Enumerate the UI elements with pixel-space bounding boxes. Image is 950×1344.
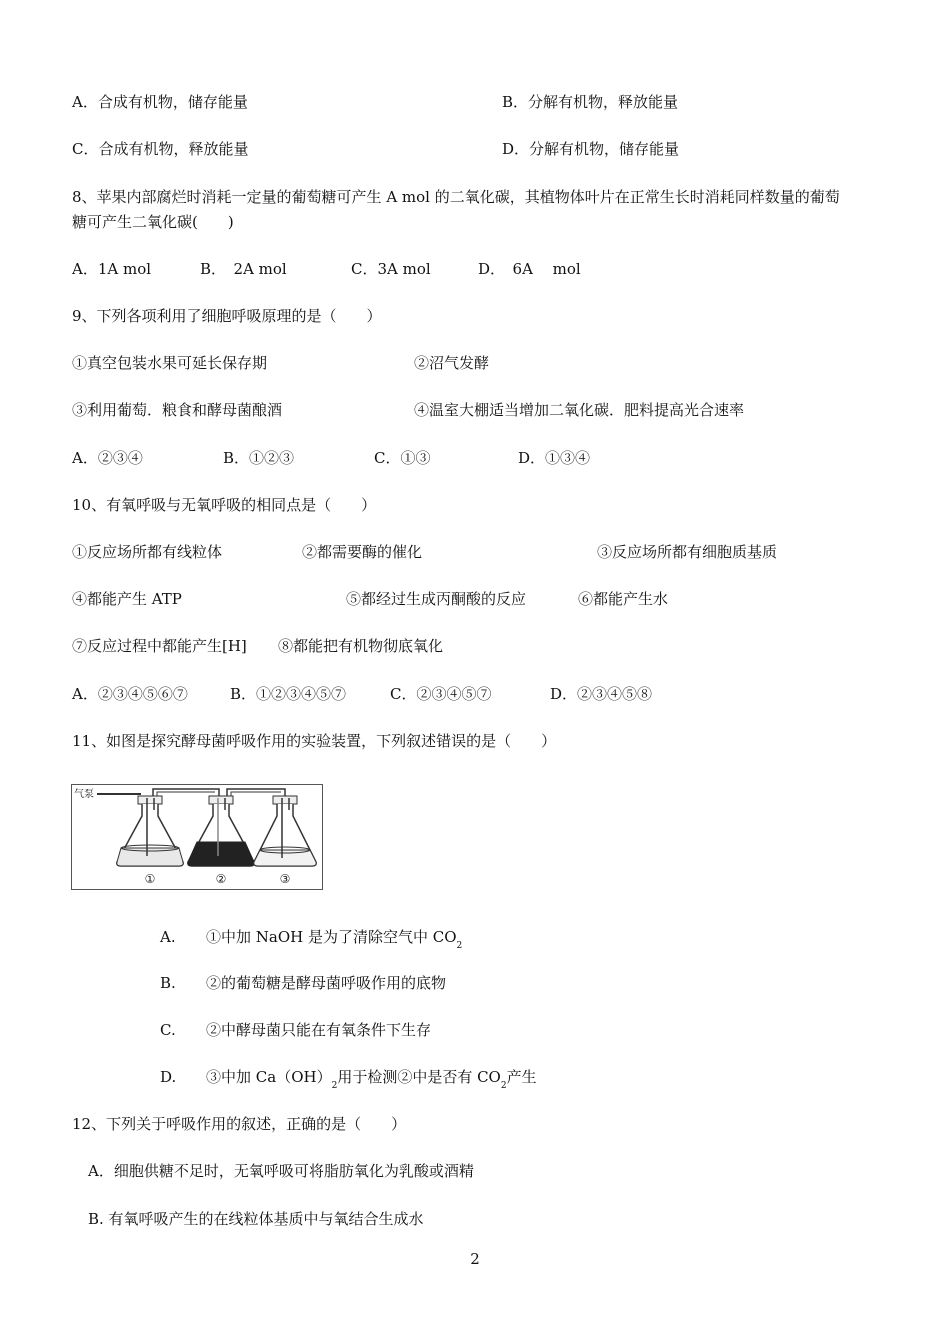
flask-3-label: ③ [279, 872, 291, 886]
q10-item-6: ⑥都能产生水 [578, 590, 669, 608]
q8-option-b: B． 2A mol [200, 260, 287, 278]
q11-option-d-letter: D. [160, 1068, 177, 1086]
q10-item-3: ③反应场所都有细胞质基质 [597, 543, 778, 561]
q10-option-d: D．②③④⑤⑧ [550, 685, 653, 703]
q9-option-b: B．①②③ [223, 449, 295, 467]
q10-item-4: ④都能产生 ATP [72, 590, 182, 608]
q8-stem-line2: 糖可产生二氧化碳( ) [72, 213, 234, 231]
q10-option-c: C．②③④⑤⑦ [390, 685, 492, 703]
q11-option-a-letter: A. [160, 928, 176, 946]
q9-stem: 9、下列各项利用了细胞呼吸原理的是（ ） [72, 307, 382, 325]
q10-stem: 10、有氧呼吸与无氧呼吸的相同点是（ ） [72, 496, 377, 514]
flask-1-label: ① [144, 872, 156, 886]
q11-option-b-letter: B. [160, 974, 176, 992]
yeast-respiration-apparatus-figure [71, 784, 323, 890]
q11-option-c-text: ②中酵母菌只能在有氧条件下生存 [206, 1021, 432, 1039]
q8-option-c: C．3A mol [351, 260, 431, 278]
q11-option-a-text: ①中加 NaOH 是为了清除空气中 $CO_2$ [206, 928, 463, 951]
q11-option-c-letter: C. [160, 1021, 176, 1039]
q7-option-c: C．合成有机物，释放能量 [72, 140, 249, 158]
q9-item-4: ④温室大棚适当增加二氧化碳．肥料提高光合速率 [414, 401, 745, 419]
q12-option-b: B. 有氧呼吸产生的在线粒体基质中与氧结合生成水 [88, 1210, 424, 1228]
q10-option-b: B．①②③④⑤⑦ [230, 685, 347, 703]
q11-stem: 11、如图是探究酵母菌呼吸作用的实验装置，下列叙述错误的是（ ） [72, 732, 557, 750]
page-number: 2 [470, 1250, 480, 1268]
q12-stem: 12、下列关于呼吸作用的叙述，正确的是（ ） [72, 1115, 407, 1133]
q10-item-5: ⑤都经过生成丙酮酸的反应 [346, 590, 527, 608]
q10-item-1: ①反应场所都有线粒体 [72, 543, 223, 561]
q11-option-d-text: ③中加 $Ca(OH)_2$用于检测②中是否有 $CO_2$产生 [206, 1068, 537, 1091]
q10-item-2: ②都需要酶的催化 [302, 543, 423, 561]
q9-item-3: ③利用葡萄．粮食和酵母菌酿酒 [72, 401, 283, 419]
q8-option-a: A．1A mol [72, 260, 152, 278]
q7-option-d: D．分解有机物，储存能量 [502, 140, 680, 158]
q8-option-d: D． 6A mol [478, 260, 581, 278]
q9-option-c: C．①③ [374, 449, 431, 467]
q7-option-a: A．合成有机物，储存能量 [72, 93, 248, 111]
q10-option-a: A．②③④⑤⑥⑦ [72, 685, 188, 703]
q9-item-1: ①真空包装水果可延长保存期 [72, 354, 268, 372]
q8-stem-line1: 8、苹果内部腐烂时消耗一定量的葡萄糖可产生 A mol 的二氧化碳，其植物体叶片在正常生长时消耗同样数量的葡萄 [72, 188, 840, 206]
q9-option-d: D．①③④ [518, 449, 591, 467]
q12-option-a: A．细胞供糖不足时，无氧呼吸可将脂肪氧化为乳酸或酒精 [88, 1162, 474, 1180]
air-pump-label: 气泵 [74, 789, 94, 800]
q7-option-b: B．分解有机物，释放能量 [502, 93, 679, 111]
q10-item-8: ⑧都能把有机物彻底氧化 [278, 637, 444, 655]
q9-option-a: A．②③④ [72, 449, 143, 467]
flask-2-label: ② [215, 872, 227, 886]
q11-option-b-text: ②的葡萄糖是酵母菌呼吸作用的底物 [206, 974, 447, 992]
q10-item-7: ⑦反应过程中都能产生[H] [72, 637, 247, 655]
q9-item-2: ②沼气发酵 [414, 354, 490, 372]
